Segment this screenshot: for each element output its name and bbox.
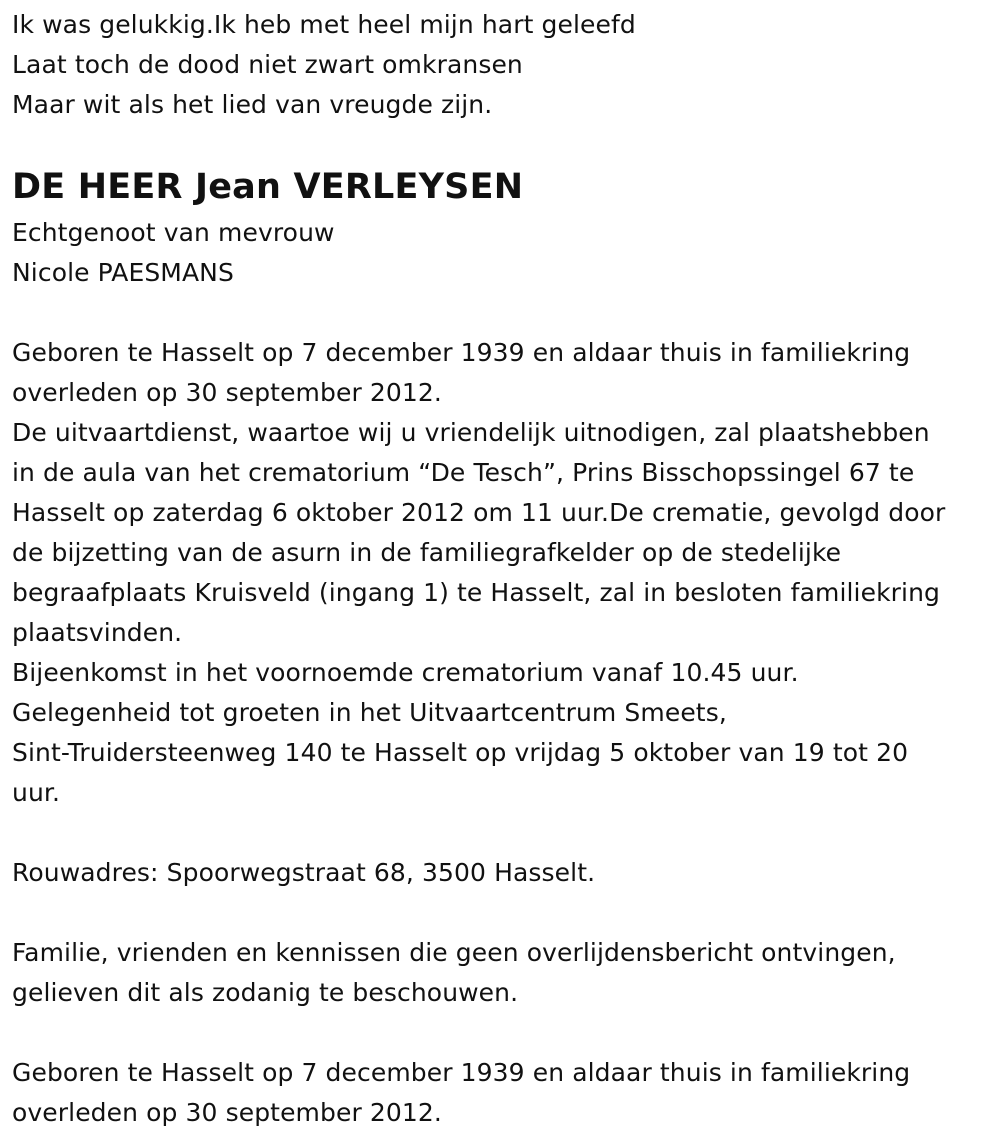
body-line-4: in de aula van het crematorium “De Tesch”, Prins Bisschopssingel 67 te bbox=[12, 458, 915, 487]
deceased-name: DE HEER Jean VERLEYSEN bbox=[12, 167, 524, 207]
repeat-line-1: Geboren te Hasselt op 7 december 1939 en aldaar thuis in familiekring bbox=[12, 1058, 911, 1087]
notice-line-2: gelieven dit als zodanig te beschouwen. bbox=[12, 978, 519, 1007]
repeat-line-2: overleden op 30 september 2012. bbox=[12, 1098, 442, 1127]
mourning-address: Rouwadres: Spoorwegstraat 68, 3500 Hasselt. bbox=[12, 858, 596, 887]
body-line-11: Sint-Truidersteenweg 140 te Hasselt op vrijdag 5 oktober van 19 tot 20 bbox=[12, 738, 909, 767]
body-line-9: Bijeenkomst in het voornoemde crematorium vanaf 10.45 uur. bbox=[12, 658, 799, 687]
spouse-line-2: Nicole PAESMANS bbox=[12, 258, 234, 287]
body-line-12: uur. bbox=[12, 778, 61, 807]
body-line-10: Gelegenheid tot groeten in het Uitvaartcentrum Smeets, bbox=[12, 698, 727, 727]
body-line-3: De uitvaartdienst, waartoe wij u vriendelijk uitnodigen, zal plaatshebben bbox=[12, 418, 930, 447]
spouse-line-1: Echtgenoot van mevrouw bbox=[12, 218, 335, 247]
notice-line-1: Familie, vrienden en kennissen die geen overlijdensbericht ontvingen, bbox=[12, 938, 896, 967]
body-line-8: plaatsvinden. bbox=[12, 618, 183, 647]
body-line-1: Geboren te Hasselt op 7 december 1939 en aldaar thuis in familiekring bbox=[12, 338, 911, 367]
poem-line-3: Maar wit als het lied van vreugde zijn. bbox=[12, 90, 493, 119]
body-line-5: Hasselt op zaterdag 6 oktober 2012 om 11 uur.De crematie, gevolgd door bbox=[12, 498, 946, 527]
body-line-7: begraafplaats Kruisveld (ingang 1) te Hasselt, zal in besloten familiekring bbox=[12, 578, 940, 607]
body-line-2: overleden op 30 september 2012. bbox=[12, 378, 442, 407]
poem-line-1: Ik was gelukkig.Ik heb met heel mijn hart geleefd bbox=[12, 10, 636, 39]
body-line-6: de bijzetting van de asurn in de familiegrafkelder op de stedelijke bbox=[12, 538, 842, 567]
poem-line-2: Laat toch de dood niet zwart omkransen bbox=[12, 50, 523, 79]
